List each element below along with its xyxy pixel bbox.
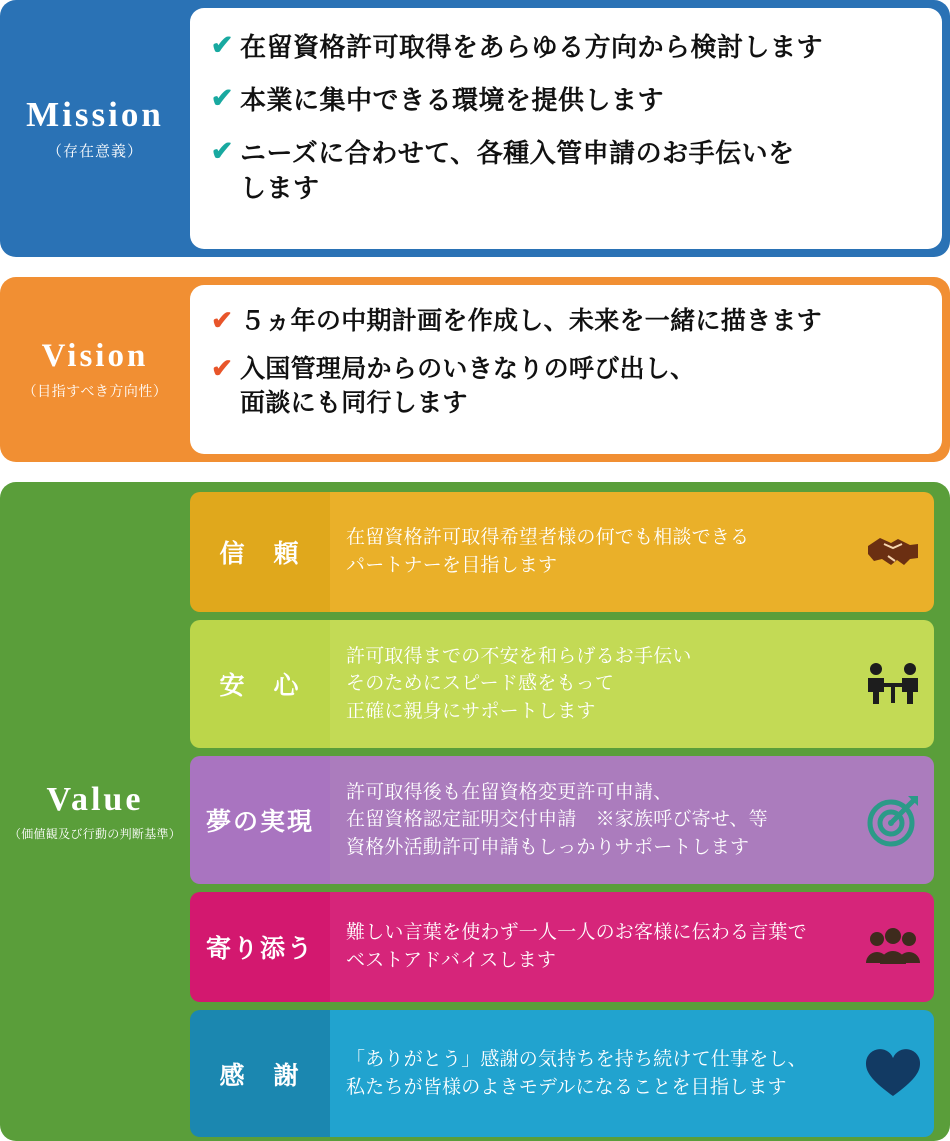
value-row-desc: 許可取得までの不安を和らげるお手伝い そのためにスピード感をもって 正確に親身にサポートします: [346, 645, 692, 722]
check-icon: ✔: [210, 136, 234, 167]
value-row-key: 信 頼: [190, 492, 330, 612]
value-row-key: 安 心: [190, 620, 330, 748]
value-label: [0, 482, 190, 1141]
vision-item: [204, 353, 932, 421]
vision-title: Vision: [41, 338, 149, 375]
value-row: [190, 756, 934, 884]
value-row-body: [330, 1010, 934, 1137]
value-row: [190, 1010, 934, 1137]
mission-item: [204, 83, 922, 118]
check-icon: ✔: [211, 305, 233, 335]
mission-item: [204, 136, 922, 206]
value-row: [190, 620, 934, 748]
consultation-icon: [862, 653, 924, 715]
vision-item: [204, 305, 932, 339]
vision-label: [0, 277, 190, 462]
value-row-body: [330, 892, 934, 1002]
people-icon: [862, 916, 924, 978]
check-icon: ✔: [210, 30, 234, 60]
target-icon: [862, 789, 924, 851]
mission-item: [204, 30, 922, 65]
value-row-body: [330, 620, 934, 748]
mission-panel: [190, 8, 942, 249]
mission-subtitle: （存在意義）: [46, 143, 143, 161]
value-subtitle: （価値観及び行動の判断基準）: [8, 826, 182, 841]
check-icon: ✔: [211, 352, 233, 383]
mission-title: Mission: [26, 94, 164, 134]
value-row-desc: 難しい言葉を使わず一人一人のお客様に伝わる言葉で ベストアドバイスします: [346, 922, 807, 971]
value-row: [190, 892, 934, 1002]
heart-icon: [862, 1043, 924, 1105]
value-block: [0, 482, 950, 1141]
mission-item-text: ニーズに合わせて、各種入管申請のお手伝いを します: [240, 138, 795, 204]
value-row-desc: 在留資格許可取得希望者様の何でも相談できる パートナーを目指します: [346, 527, 750, 576]
handshake-icon: [862, 521, 924, 583]
value-row-desc: 許可取得後も在留資格変更許可申請、 在留資格認定証明交付申請 ※家族呼び寄せ、等 資格外活動許可申請もしっかりサポートします: [346, 781, 768, 858]
value-row-body: [330, 756, 934, 884]
vision-item-text: ５ヵ年の中期計画を作成し、未来を一緒に描きます: [240, 307, 822, 335]
value-row-key: 感 謝: [190, 1010, 330, 1137]
mission-item-text: 在留資格許可取得をあらゆる方向から検討します: [240, 32, 824, 62]
value-row-key: 寄り添う: [190, 892, 330, 1002]
value-row-desc: 「ありがとう」感謝の気持ちを持ち続けて仕事をし、 私たちが皆様のよきモデルになることを目指します: [346, 1048, 807, 1098]
value-rows: [190, 492, 942, 1131]
value-row: [190, 492, 934, 612]
value-row-key: 夢の実現: [190, 756, 330, 884]
mission-block: [0, 0, 950, 257]
mission-item-text: 本業に集中できる環境を提供します: [240, 85, 665, 116]
value-title: Value: [46, 781, 144, 819]
vision-block: [0, 277, 950, 462]
value-row-body: [330, 492, 934, 612]
vision-panel: [190, 285, 942, 454]
vision-subtitle: （目指すべき方向性）: [22, 382, 168, 399]
mission-label: [0, 0, 190, 257]
check-icon: ✔: [210, 83, 234, 114]
vision-item-text: 入国管理局からのいきなりの呼び出し、 面談にも同行します: [240, 354, 696, 417]
